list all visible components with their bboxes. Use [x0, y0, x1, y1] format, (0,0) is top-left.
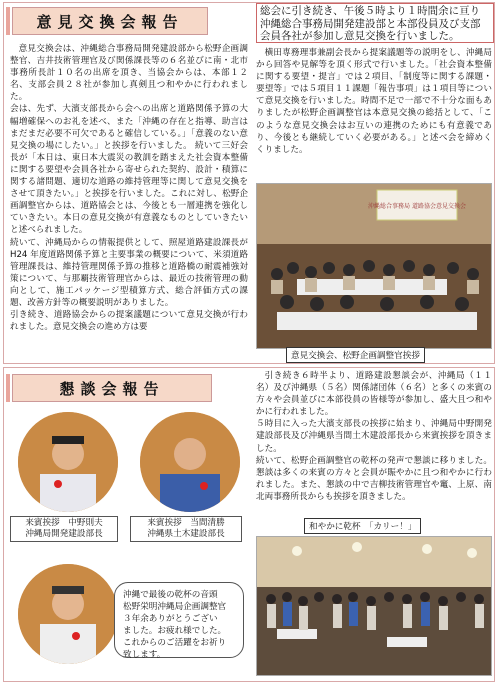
left-paragraphs: 意見交換会は、沖縄総合事務局開発建設部から松野企画調整官、吉井技術管理官及び関係課長等の６名並びに南・北市事務所長計１０名の出席を頂き、当協会からは、本部１２名、支部会員２８社が参加し真剣且つ和やかに行われました。 会は、先ず、大濱支部長から会への出席と道路関係予算の大幅増確保へのお礼を述べ、また「沖縄の存在と指導、助言はまだまだ必要不可欠であると確信している。」「意義のない意見交換の場にしたい。」と挨拶を行いました。 続いて三好会長が「本日は、東日本大震災の教訓を踏まえた社会資本整備に関する要望や会員各社から寄せられた契約、設計・積算に関する諸問題、適切な道路の維持管理等に関して意見交換をさせて頂きたい。」と挨拶を行いました。これに対し、松野企画調整官からは、道路協会とは、今後とも一層連携を強化していきたい。本日の意見交換が有意義なものとしていきたいと述べられました。 続いて、沖縄局からの情報提供として、照屋道路建設課長が H24 年度道路関係予算と主要事業の概要について、米須道路管理課長は、維持管理関係予算の推移と道路橋の耐震補強対策について、与那覇技術管理官からは、最近の技術管理の動向として、施工パッケージ型積算方式、総合評価方式の課題、改善方針等の概要説明がありました。 引き続き、道路協会からの提案議題について意見交換が行われました。意見交換会の進め方は要: [10, 44, 248, 333]
title-accent: [6, 374, 10, 402]
toast-photo: [256, 536, 492, 676]
toast-photo-caption: 和やかに乾杯 「カリー！」: [304, 518, 421, 534]
intro-text: 総会に引き続き、午後５時より１時間余に亘り 沖縄総合事務局開発建設部と本部役員及び支部 会員各社が参加し意見交換を行いました。: [260, 5, 481, 42]
section-title: 意見交換会報告: [12, 7, 208, 35]
speaker-caption-1: 来賓挨拶 中野則夫 沖縄局開発建設部長: [10, 516, 118, 542]
speaker-photo-3: [18, 564, 118, 664]
speaker-caption-2: 来賓挨拶 当間清勝 沖縄県土木建設部長: [130, 516, 242, 542]
intro-box: [256, 3, 494, 43]
speaker-image: [18, 564, 118, 664]
banner-text: 沖縄総合事務局 道路協会意見交換会: [368, 203, 466, 210]
right-paragraphs: 引き続き６時半より、道路建設懇談会が、沖縄局（１１名）及び沖縄県（５名）関係諸団体（６名）と多くの来賓の方々や会員並びに本部役員の皆様等が参加し、盛大且つ和やかに行われました。 ５時目に入った大濱支部長の挨拶に始まり、沖縄局中野開発建設部長及び沖縄県当間土木建設部長から来賓挨拶を頂きました。 続いて、松野企画調整官の乾杯の発声で懇談に移りました。懇談は多くの来賓の方々と会員が賑やかに且つ和やかに行われました。また、懇談の中で吉柳技術管理官や竃、上原、南北両事務所長からも挨拶を頂きました。: [256, 371, 492, 502]
title-accent: [6, 7, 10, 35]
right-paragraph: 横田専務理事兼副会長から提案議題等の説明をし、沖縄局から回答や見解等を頂く形式で行いました。「社会資本整備に関する要望・提言」では２項目、「制度等に関する課題・要望等」では５項目１１課題「報告事項」は１項目等について意見交換を行いました。時間不足で一部で不十分な面もありましたが松野企画調整官は本意見交換の総括として、「このような意見交換会はお互いの連携のためにも有意義であり、今後とも継続していく必要がある。」と述べ会を締めくくりました。: [256, 48, 492, 155]
speaker-photo-1: [18, 412, 118, 512]
speaker-image: [18, 412, 118, 512]
right-column-text: [256, 370, 492, 510]
meeting-room-image: [257, 184, 492, 349]
social-gathering-section: [3, 367, 495, 682]
meeting-photo-caption: 意見交換会、松野企画調整官挨拶: [286, 347, 425, 363]
farewell-message-bubble: 沖縄で最後の乾杯の音頭 松野栄明沖縄局企画調整官 ３年余ありがとうござい ました。お疲れ様でした。 これからのご活躍をお祈り 致します。: [114, 582, 244, 658]
speaker-image: [140, 412, 240, 512]
meeting-photo: [256, 183, 492, 349]
section-title: 懇談会報告: [12, 374, 212, 402]
party-hall-image: [257, 537, 492, 676]
exchange-meeting-section: [3, 2, 495, 364]
speaker-photo-2: [140, 412, 240, 512]
left-column-text: [10, 43, 248, 361]
right-column-text: [256, 47, 492, 177]
